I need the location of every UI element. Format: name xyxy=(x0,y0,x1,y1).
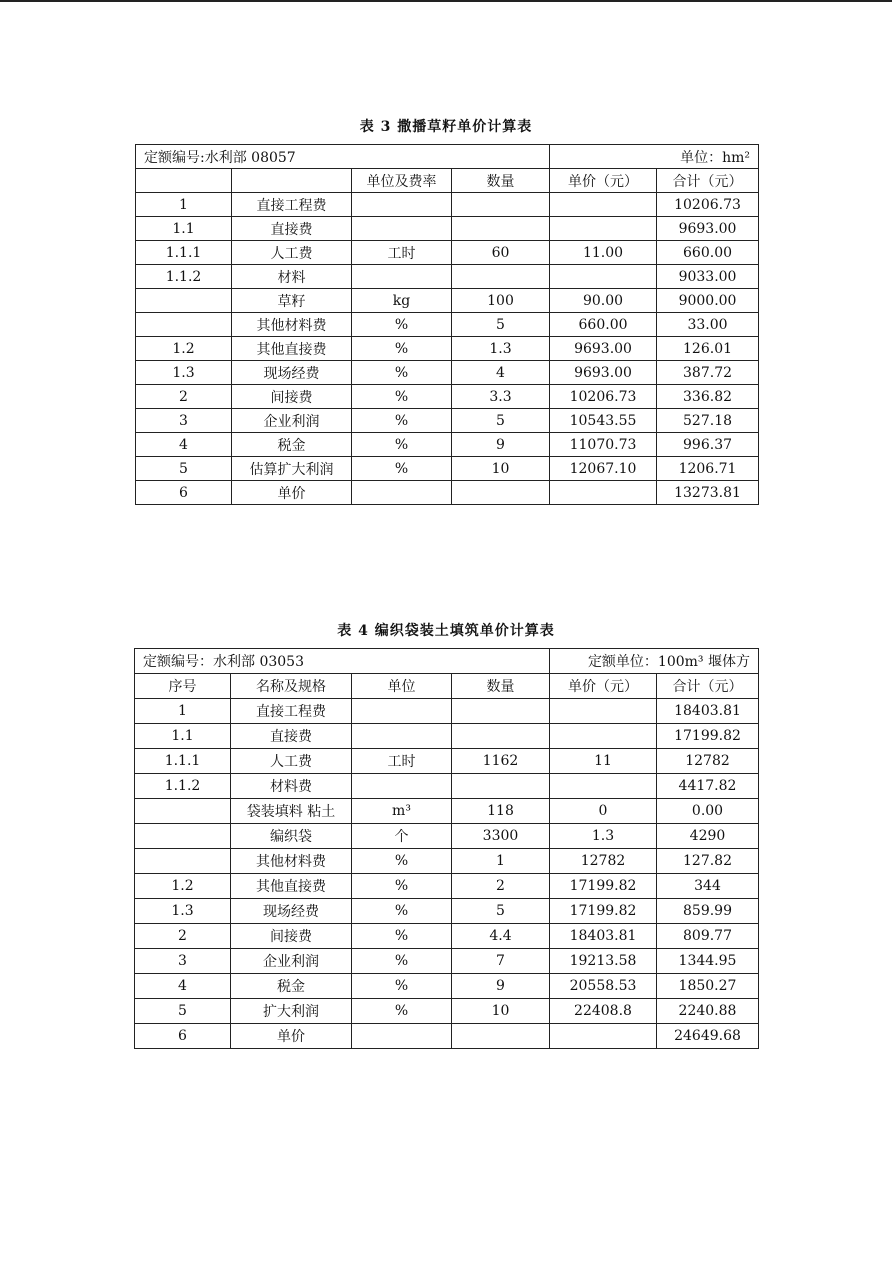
table-row xyxy=(136,433,759,457)
cell-unit-price: 11.00 xyxy=(550,241,657,265)
header-cell-unit: 单位及费率 xyxy=(352,169,452,193)
cell-total: 10206.73 xyxy=(657,193,759,217)
cell-unit: % xyxy=(352,849,452,874)
cell-quantity xyxy=(452,217,550,241)
cell-unit xyxy=(352,217,452,241)
cell-seq: 2 xyxy=(135,924,231,949)
cell-total: 1344.95 xyxy=(657,949,759,974)
table-row xyxy=(136,481,759,505)
cell-total: 660.00 xyxy=(657,241,759,265)
table4-quota-unit: 定额单位：100m³ 堰体方 xyxy=(550,649,759,674)
cell-name: 其他材料费 xyxy=(231,849,352,874)
cell-unit: % xyxy=(352,409,452,433)
cell-seq xyxy=(135,849,231,874)
table-row xyxy=(135,799,759,824)
table-row xyxy=(135,899,759,924)
header-cell-unit: 单位 xyxy=(352,674,452,699)
cell-unit-price xyxy=(550,193,657,217)
cell-seq: 1 xyxy=(135,699,231,724)
cell-quantity: 118 xyxy=(452,799,550,824)
table-row xyxy=(135,749,759,774)
cell-unit: % xyxy=(352,433,452,457)
cell-quantity: 1.3 xyxy=(452,337,550,361)
cell-quantity: 5 xyxy=(452,409,550,433)
cell-quantity: 1 xyxy=(452,849,550,874)
cell-unit: % xyxy=(352,899,452,924)
cell-seq: 5 xyxy=(136,457,232,481)
cell-quantity xyxy=(452,193,550,217)
cell-name: 间接费 xyxy=(231,924,352,949)
table3-unit: 单位：hm² xyxy=(550,145,759,169)
cell-total: 127.82 xyxy=(657,849,759,874)
cell-name: 单价 xyxy=(231,1024,352,1049)
cell-name: 直接工程费 xyxy=(232,193,352,217)
table-row xyxy=(136,361,759,385)
header-cell-total: 合计（元） xyxy=(657,674,759,699)
cell-unit: % xyxy=(352,313,452,337)
cell-unit: % xyxy=(352,874,452,899)
cell-unit-price: 17199.82 xyxy=(550,874,657,899)
cell-unit-price: 10206.73 xyxy=(550,385,657,409)
table-row xyxy=(135,874,759,899)
table4-unit-price xyxy=(134,648,759,1049)
cell-quantity xyxy=(452,481,550,505)
cell-name: 直接工程费 xyxy=(231,699,352,724)
table-row xyxy=(135,724,759,749)
cell-seq xyxy=(136,313,232,337)
table4-caption: 表 4 编织袋装土填筑单价计算表 xyxy=(337,623,555,639)
cell-quantity: 9 xyxy=(452,974,550,999)
cell-seq: 1.1 xyxy=(136,217,232,241)
cell-quantity: 5 xyxy=(452,899,550,924)
cell-unit-price xyxy=(550,481,657,505)
cell-unit-price: 90.00 xyxy=(550,289,657,313)
cell-seq: 1.1 xyxy=(135,724,231,749)
header-cell-unit-price: 单价（元） xyxy=(550,674,657,699)
table-row xyxy=(135,999,759,1024)
table-row xyxy=(136,409,759,433)
cell-total: 344 xyxy=(657,874,759,899)
cell-unit: % xyxy=(352,337,452,361)
cell-quantity: 9 xyxy=(452,433,550,457)
table3-unit-price xyxy=(135,144,759,505)
cell-total: 336.82 xyxy=(657,385,759,409)
cell-unit xyxy=(352,1024,452,1049)
cell-name: 扩大利润 xyxy=(231,999,352,1024)
cell-seq xyxy=(135,799,231,824)
cell-unit-price: 12782 xyxy=(550,849,657,874)
cell-unit-price: 19213.58 xyxy=(550,949,657,974)
cell-quantity: 7 xyxy=(452,949,550,974)
cell-unit: m³ xyxy=(352,799,452,824)
table-row xyxy=(135,1024,759,1049)
header-cell-unit-price: 单价（元） xyxy=(550,169,657,193)
table3-header-row xyxy=(136,169,759,193)
cell-name: 税金 xyxy=(231,974,352,999)
table-row xyxy=(135,974,759,999)
cell-seq xyxy=(135,824,231,849)
cell-name: 间接费 xyxy=(232,385,352,409)
header-cell-name: 名称及规格 xyxy=(231,674,352,699)
cell-unit-price: 1.3 xyxy=(550,824,657,849)
cell-seq: 1.1.2 xyxy=(136,265,232,289)
cell-name: 现场经费 xyxy=(232,361,352,385)
cell-total: 24649.68 xyxy=(657,1024,759,1049)
cell-name: 单价 xyxy=(232,481,352,505)
cell-total: 1206.71 xyxy=(657,457,759,481)
cell-seq: 1.1.2 xyxy=(135,774,231,799)
page-top-border xyxy=(0,0,892,2)
cell-name: 袋装填料 粘土 xyxy=(231,799,352,824)
cell-quantity: 5 xyxy=(452,313,550,337)
cell-quantity: 10 xyxy=(452,457,550,481)
table-row xyxy=(136,193,759,217)
cell-name: 直接费 xyxy=(232,217,352,241)
cell-seq: 3 xyxy=(136,409,232,433)
cell-total: 1850.27 xyxy=(657,974,759,999)
cell-unit: % xyxy=(352,949,452,974)
table-row xyxy=(135,849,759,874)
cell-seq: 1.1.1 xyxy=(135,749,231,774)
table-row xyxy=(136,457,759,481)
table-row xyxy=(136,217,759,241)
cell-unit-price xyxy=(550,774,657,799)
cell-name: 草籽 xyxy=(232,289,352,313)
cell-unit-price: 10543.55 xyxy=(550,409,657,433)
cell-seq: 6 xyxy=(135,1024,231,1049)
cell-quantity: 1162 xyxy=(452,749,550,774)
cell-seq: 1.2 xyxy=(135,874,231,899)
cell-seq: 1.1.1 xyxy=(136,241,232,265)
cell-unit-price xyxy=(550,724,657,749)
table3-caption: 表 3 撒播草籽单价计算表 xyxy=(359,119,533,135)
table-row xyxy=(135,699,759,724)
cell-unit-price: 12067.10 xyxy=(550,457,657,481)
header-cell-seq xyxy=(136,169,232,193)
cell-unit: % xyxy=(352,974,452,999)
header-cell-seq: 序号 xyxy=(135,674,231,699)
table-row xyxy=(135,774,759,799)
cell-quantity: 2 xyxy=(452,874,550,899)
cell-unit xyxy=(352,193,452,217)
cell-seq: 6 xyxy=(136,481,232,505)
cell-name: 人工费 xyxy=(232,241,352,265)
cell-name: 其他材料费 xyxy=(232,313,352,337)
cell-name: 材料费 xyxy=(231,774,352,799)
cell-name: 其他直接费 xyxy=(232,337,352,361)
cell-unit-price: 18403.81 xyxy=(550,924,657,949)
cell-quantity xyxy=(452,774,550,799)
cell-name: 企业利润 xyxy=(232,409,352,433)
cell-unit-price: 11070.73 xyxy=(550,433,657,457)
cell-quantity xyxy=(452,1024,550,1049)
table-row xyxy=(135,924,759,949)
cell-seq: 4 xyxy=(135,974,231,999)
cell-name: 材料 xyxy=(232,265,352,289)
cell-quantity: 4 xyxy=(452,361,550,385)
cell-total: 809.77 xyxy=(657,924,759,949)
header-cell-name xyxy=(232,169,352,193)
cell-total: 13273.81 xyxy=(657,481,759,505)
table4-header-row xyxy=(135,674,759,699)
cell-quantity: 10 xyxy=(452,999,550,1024)
cell-unit-price xyxy=(550,699,657,724)
table4-quota-number: 定额编号：水利部 03053 xyxy=(135,649,550,674)
cell-name: 企业利润 xyxy=(231,949,352,974)
cell-seq: 1.3 xyxy=(135,899,231,924)
table3-body xyxy=(136,145,759,505)
cell-quantity: 3300 xyxy=(452,824,550,849)
table4-body xyxy=(135,649,759,1049)
cell-total: 9693.00 xyxy=(657,217,759,241)
header-cell-quantity: 数量 xyxy=(452,674,550,699)
cell-seq: 5 xyxy=(135,999,231,1024)
table-row xyxy=(135,824,759,849)
cell-name: 现场经费 xyxy=(231,899,352,924)
table-row xyxy=(136,313,759,337)
cell-unit: kg xyxy=(352,289,452,313)
cell-unit-price xyxy=(550,1024,657,1049)
header-cell-total: 合计（元） xyxy=(657,169,759,193)
cell-unit: % xyxy=(352,361,452,385)
cell-seq: 4 xyxy=(136,433,232,457)
cell-name: 其他直接费 xyxy=(231,874,352,899)
cell-total: 17199.82 xyxy=(657,724,759,749)
cell-total: 18403.81 xyxy=(657,699,759,724)
cell-unit: % xyxy=(352,457,452,481)
cell-unit xyxy=(352,699,452,724)
cell-quantity xyxy=(452,699,550,724)
header-cell-quantity: 数量 xyxy=(452,169,550,193)
cell-unit xyxy=(352,265,452,289)
cell-total: 0.00 xyxy=(657,799,759,824)
table4-info-row xyxy=(135,649,759,674)
table-row xyxy=(136,241,759,265)
cell-total: 2240.88 xyxy=(657,999,759,1024)
cell-unit-price: 660.00 xyxy=(550,313,657,337)
cell-seq: 1.3 xyxy=(136,361,232,385)
cell-total: 387.72 xyxy=(657,361,759,385)
cell-unit-price: 11 xyxy=(550,749,657,774)
cell-unit-price xyxy=(550,217,657,241)
cell-name: 税金 xyxy=(232,433,352,457)
cell-quantity: 60 xyxy=(452,241,550,265)
cell-seq: 1 xyxy=(136,193,232,217)
cell-unit: % xyxy=(352,999,452,1024)
cell-total: 9033.00 xyxy=(657,265,759,289)
cell-total: 859.99 xyxy=(657,899,759,924)
cell-seq xyxy=(136,289,232,313)
cell-unit xyxy=(352,724,452,749)
table3-quota-number: 定额编号:水利部 08057 xyxy=(136,145,550,169)
cell-total: 126.01 xyxy=(657,337,759,361)
cell-total: 33.00 xyxy=(657,313,759,337)
cell-name: 编织袋 xyxy=(231,824,352,849)
table-row xyxy=(136,265,759,289)
cell-total: 12782 xyxy=(657,749,759,774)
cell-unit: 工时 xyxy=(352,241,452,265)
cell-seq: 2 xyxy=(136,385,232,409)
cell-name: 估算扩大利润 xyxy=(232,457,352,481)
cell-name: 直接费 xyxy=(231,724,352,749)
cell-unit-price: 9693.00 xyxy=(550,337,657,361)
cell-quantity: 100 xyxy=(452,289,550,313)
cell-quantity xyxy=(452,724,550,749)
cell-total: 4417.82 xyxy=(657,774,759,799)
cell-seq: 3 xyxy=(135,949,231,974)
cell-unit: % xyxy=(352,385,452,409)
cell-quantity: 3.3 xyxy=(452,385,550,409)
table-row xyxy=(136,385,759,409)
table-row xyxy=(136,289,759,313)
cell-total: 9000.00 xyxy=(657,289,759,313)
cell-seq: 1.2 xyxy=(136,337,232,361)
cell-total: 996.37 xyxy=(657,433,759,457)
table-row xyxy=(136,337,759,361)
cell-unit: % xyxy=(352,924,452,949)
cell-total: 4290 xyxy=(657,824,759,849)
table3-info-row xyxy=(136,145,759,169)
cell-unit-price: 17199.82 xyxy=(550,899,657,924)
cell-unit-price: 9693.00 xyxy=(550,361,657,385)
cell-unit: 工时 xyxy=(352,749,452,774)
table-row xyxy=(135,949,759,974)
cell-quantity: 4.4 xyxy=(452,924,550,949)
cell-unit-price: 20558.53 xyxy=(550,974,657,999)
cell-unit-price: 22408.8 xyxy=(550,999,657,1024)
cell-name: 人工费 xyxy=(231,749,352,774)
cell-quantity xyxy=(452,265,550,289)
cell-unit xyxy=(352,481,452,505)
cell-unit-price xyxy=(550,265,657,289)
cell-unit xyxy=(352,774,452,799)
cell-unit: 个 xyxy=(352,824,452,849)
cell-unit-price: 0 xyxy=(550,799,657,824)
cell-total: 527.18 xyxy=(657,409,759,433)
